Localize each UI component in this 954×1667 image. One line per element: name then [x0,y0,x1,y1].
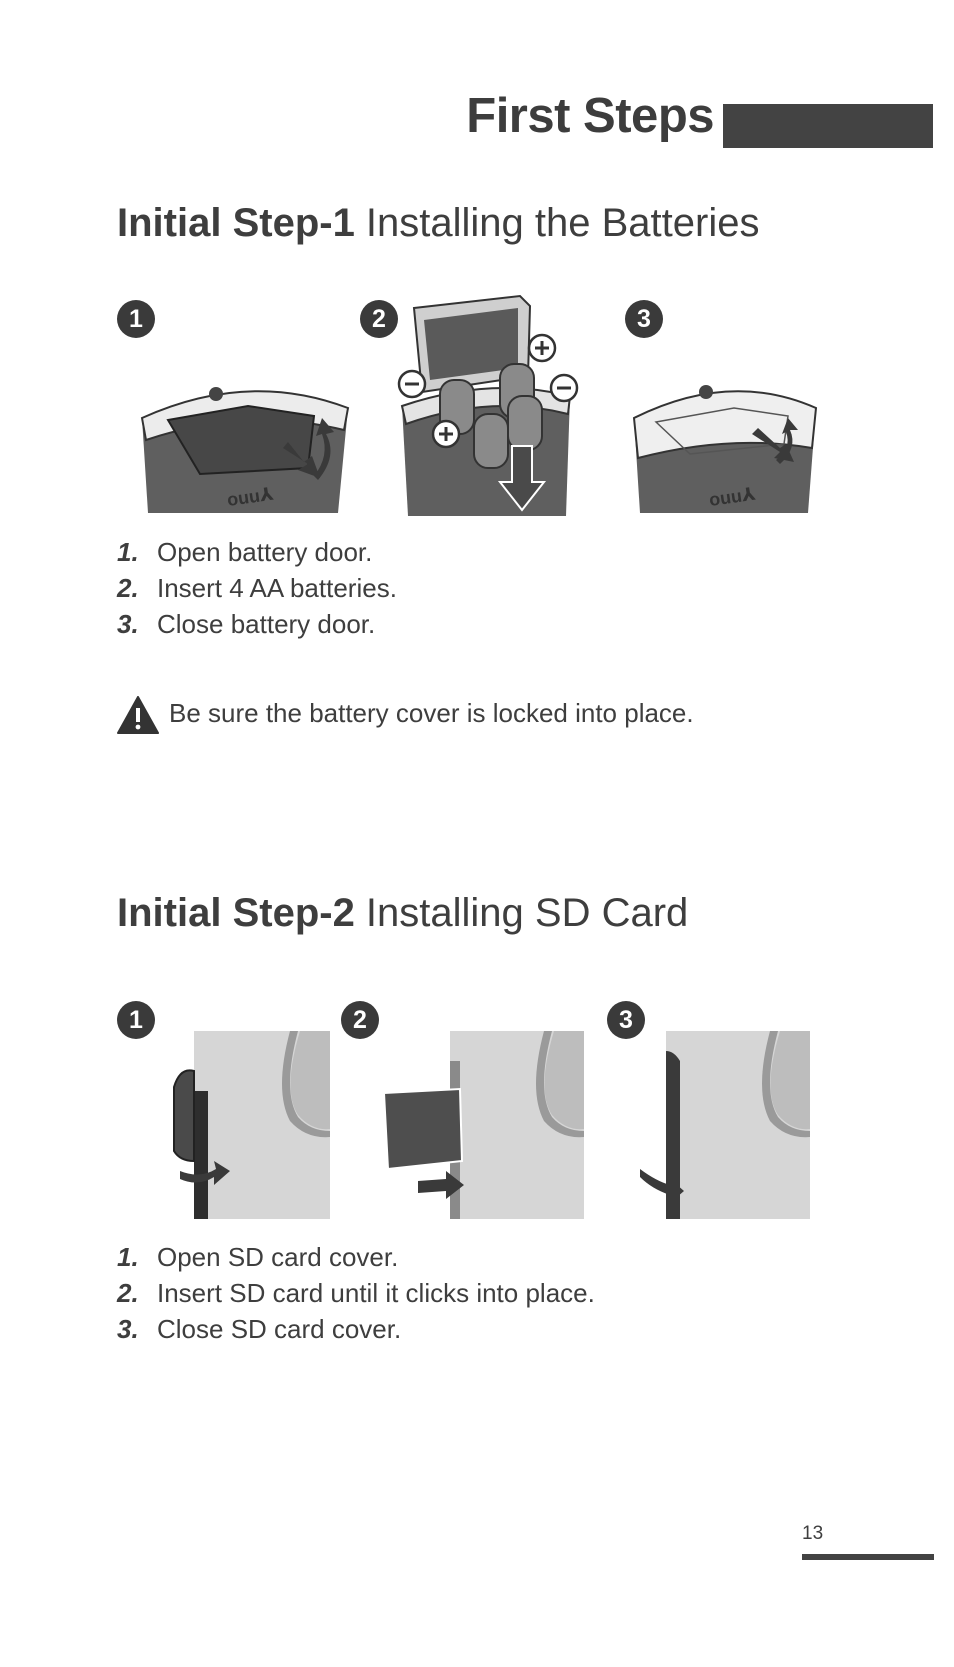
list-item [117,570,397,606]
step-text: Insert SD card until it clicks into place. [157,1278,595,1308]
warning-triangle-icon [117,696,159,734]
sd-card-insert-illustration [384,1031,584,1219]
step-number: 2. [117,1278,139,1308]
step1-heading-rest: Installing the Batteries [354,201,760,245]
step2-instructions [117,1239,595,1347]
list-item [117,606,397,642]
page-number: 13 [802,1523,824,1544]
step2-heading [117,893,688,933]
step2-figure-number-3: 3 [607,1001,645,1039]
step-text: Open battery door. [157,537,373,567]
step-number: 3. [117,609,139,639]
warning-text: Be sure the battery cover is locked into place. [169,698,694,728]
header-bar [723,104,933,148]
step1-figure-number-3: 3 [625,300,663,338]
sd-cover-open-illustration [170,1031,330,1219]
step-text: Insert 4 AA batteries. [157,573,397,603]
step-number: 2. [117,573,139,603]
step1-heading [117,203,759,243]
step1-instructions [117,534,397,642]
battery-door-closed-illustration [630,378,825,513]
step2-figure-number-1: 1 [117,1001,155,1039]
step2-heading-rest: Installing SD Card [354,891,689,935]
step-number: 1. [117,537,139,567]
step2-figure-number-2: 2 [341,1001,379,1039]
step2-heading-bold: Initial Step-2 [117,891,355,935]
page-title: First Steps [466,89,714,143]
step-text: Open SD card cover. [157,1242,399,1272]
step1-heading-bold: Initial Step-1 [117,201,355,245]
battery-door-open-illustration [138,378,358,513]
list-item [117,534,397,570]
step-number: 3. [117,1314,139,1344]
step-text: Close battery door. [157,609,376,639]
step-number: 1. [117,1242,139,1272]
list-item [117,1275,595,1311]
svg-text:ouu⅄: ouu⅄ [225,483,275,510]
footer-rule [802,1554,934,1560]
step1-figure-number-2: 2 [360,300,398,338]
list-item [117,1239,595,1275]
battery-insert-illustration [400,296,600,516]
battery-warning [117,693,694,734]
list-item [117,1311,595,1347]
sd-cover-closed-illustration [640,1031,810,1219]
step1-figure-number-1: 1 [117,300,155,338]
step-text: Close SD card cover. [157,1314,402,1344]
svg-text:ouu⅄: ouu⅄ [707,483,757,510]
